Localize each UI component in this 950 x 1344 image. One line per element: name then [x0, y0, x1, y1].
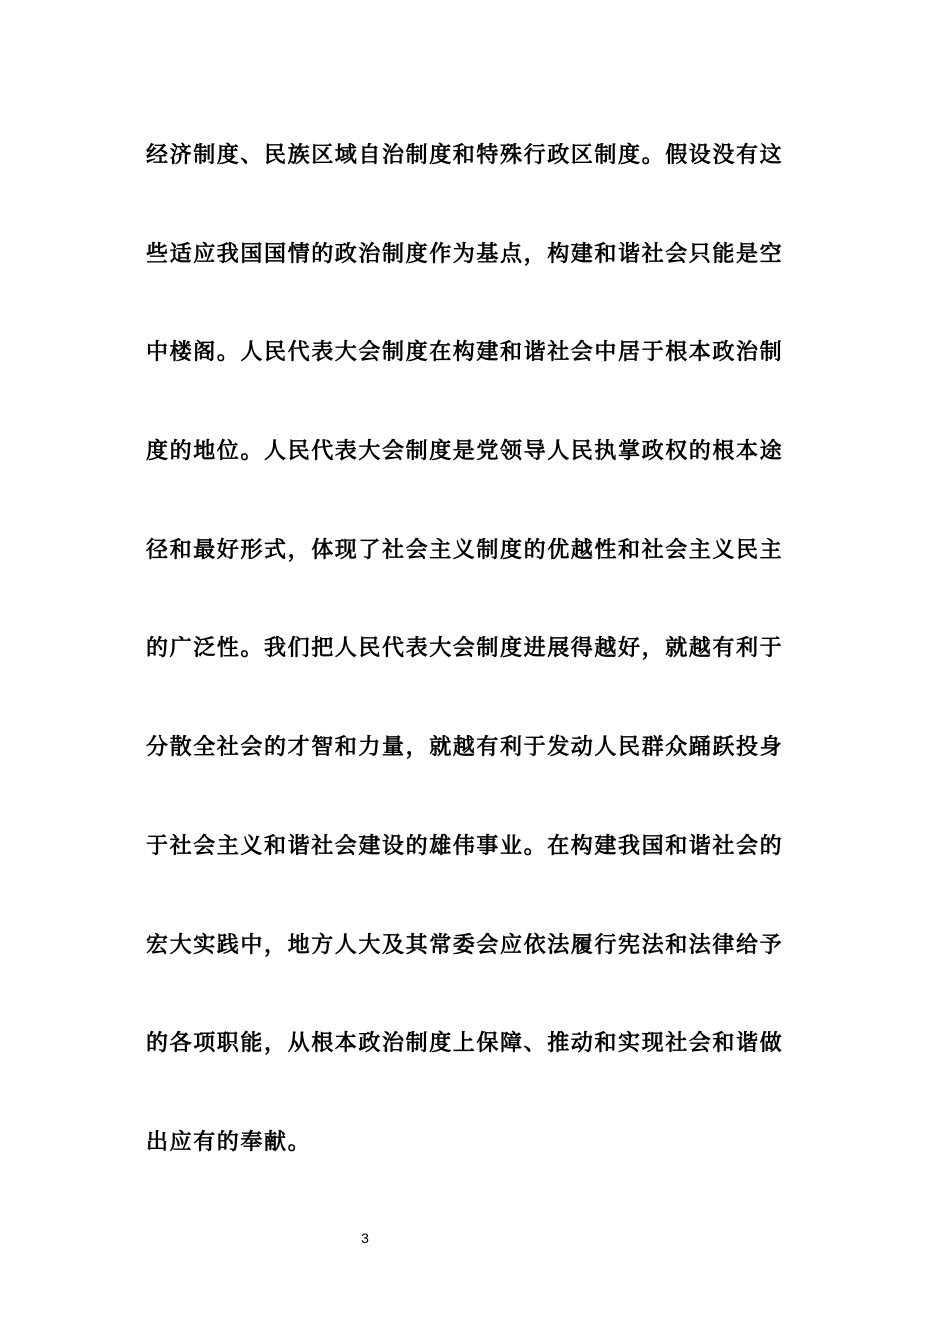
- text-line: 于社会主义和谐社会建设的雄伟事业。在构建我国和谐社会的: [146, 832, 784, 859]
- text-line: 的广泛性。我们把人民代表大会制度进展得越好，就越有利于: [146, 635, 784, 662]
- text-line: 度的地位。人民代表大会制度是党领导人民执掌政权的根本途: [146, 438, 784, 465]
- text-line: 分散全社会的才智和力量，就越有利于发动人民群众踊跃投身: [146, 734, 784, 761]
- text-line: 宏大实践中，地方人大及其常委会应依法履行宪法和法律给予: [146, 931, 784, 958]
- text-line: 些适应我国国情的政治制度作为基点，构建和谐社会只能是空: [146, 240, 784, 267]
- text-line: 的各项职能，从根本政治制度上保障、推动和实现社会和谐做: [146, 1030, 784, 1057]
- body-paragraph: [146, 130, 816, 1216]
- text-line: 经济制度、民族区域自治制度和特殊行政区制度。假设没有这: [146, 142, 784, 168]
- text-line: 出应有的奉献。: [146, 1128, 312, 1155]
- text-line: 径和最好形式，体现了社会主义制度的优越性和社会主义民主: [146, 536, 784, 563]
- text-line: 中楼阁。人民代表大会制度在构建和谐社会中居于根本政治制: [146, 339, 784, 366]
- page-number: 3: [361, 1230, 369, 1246]
